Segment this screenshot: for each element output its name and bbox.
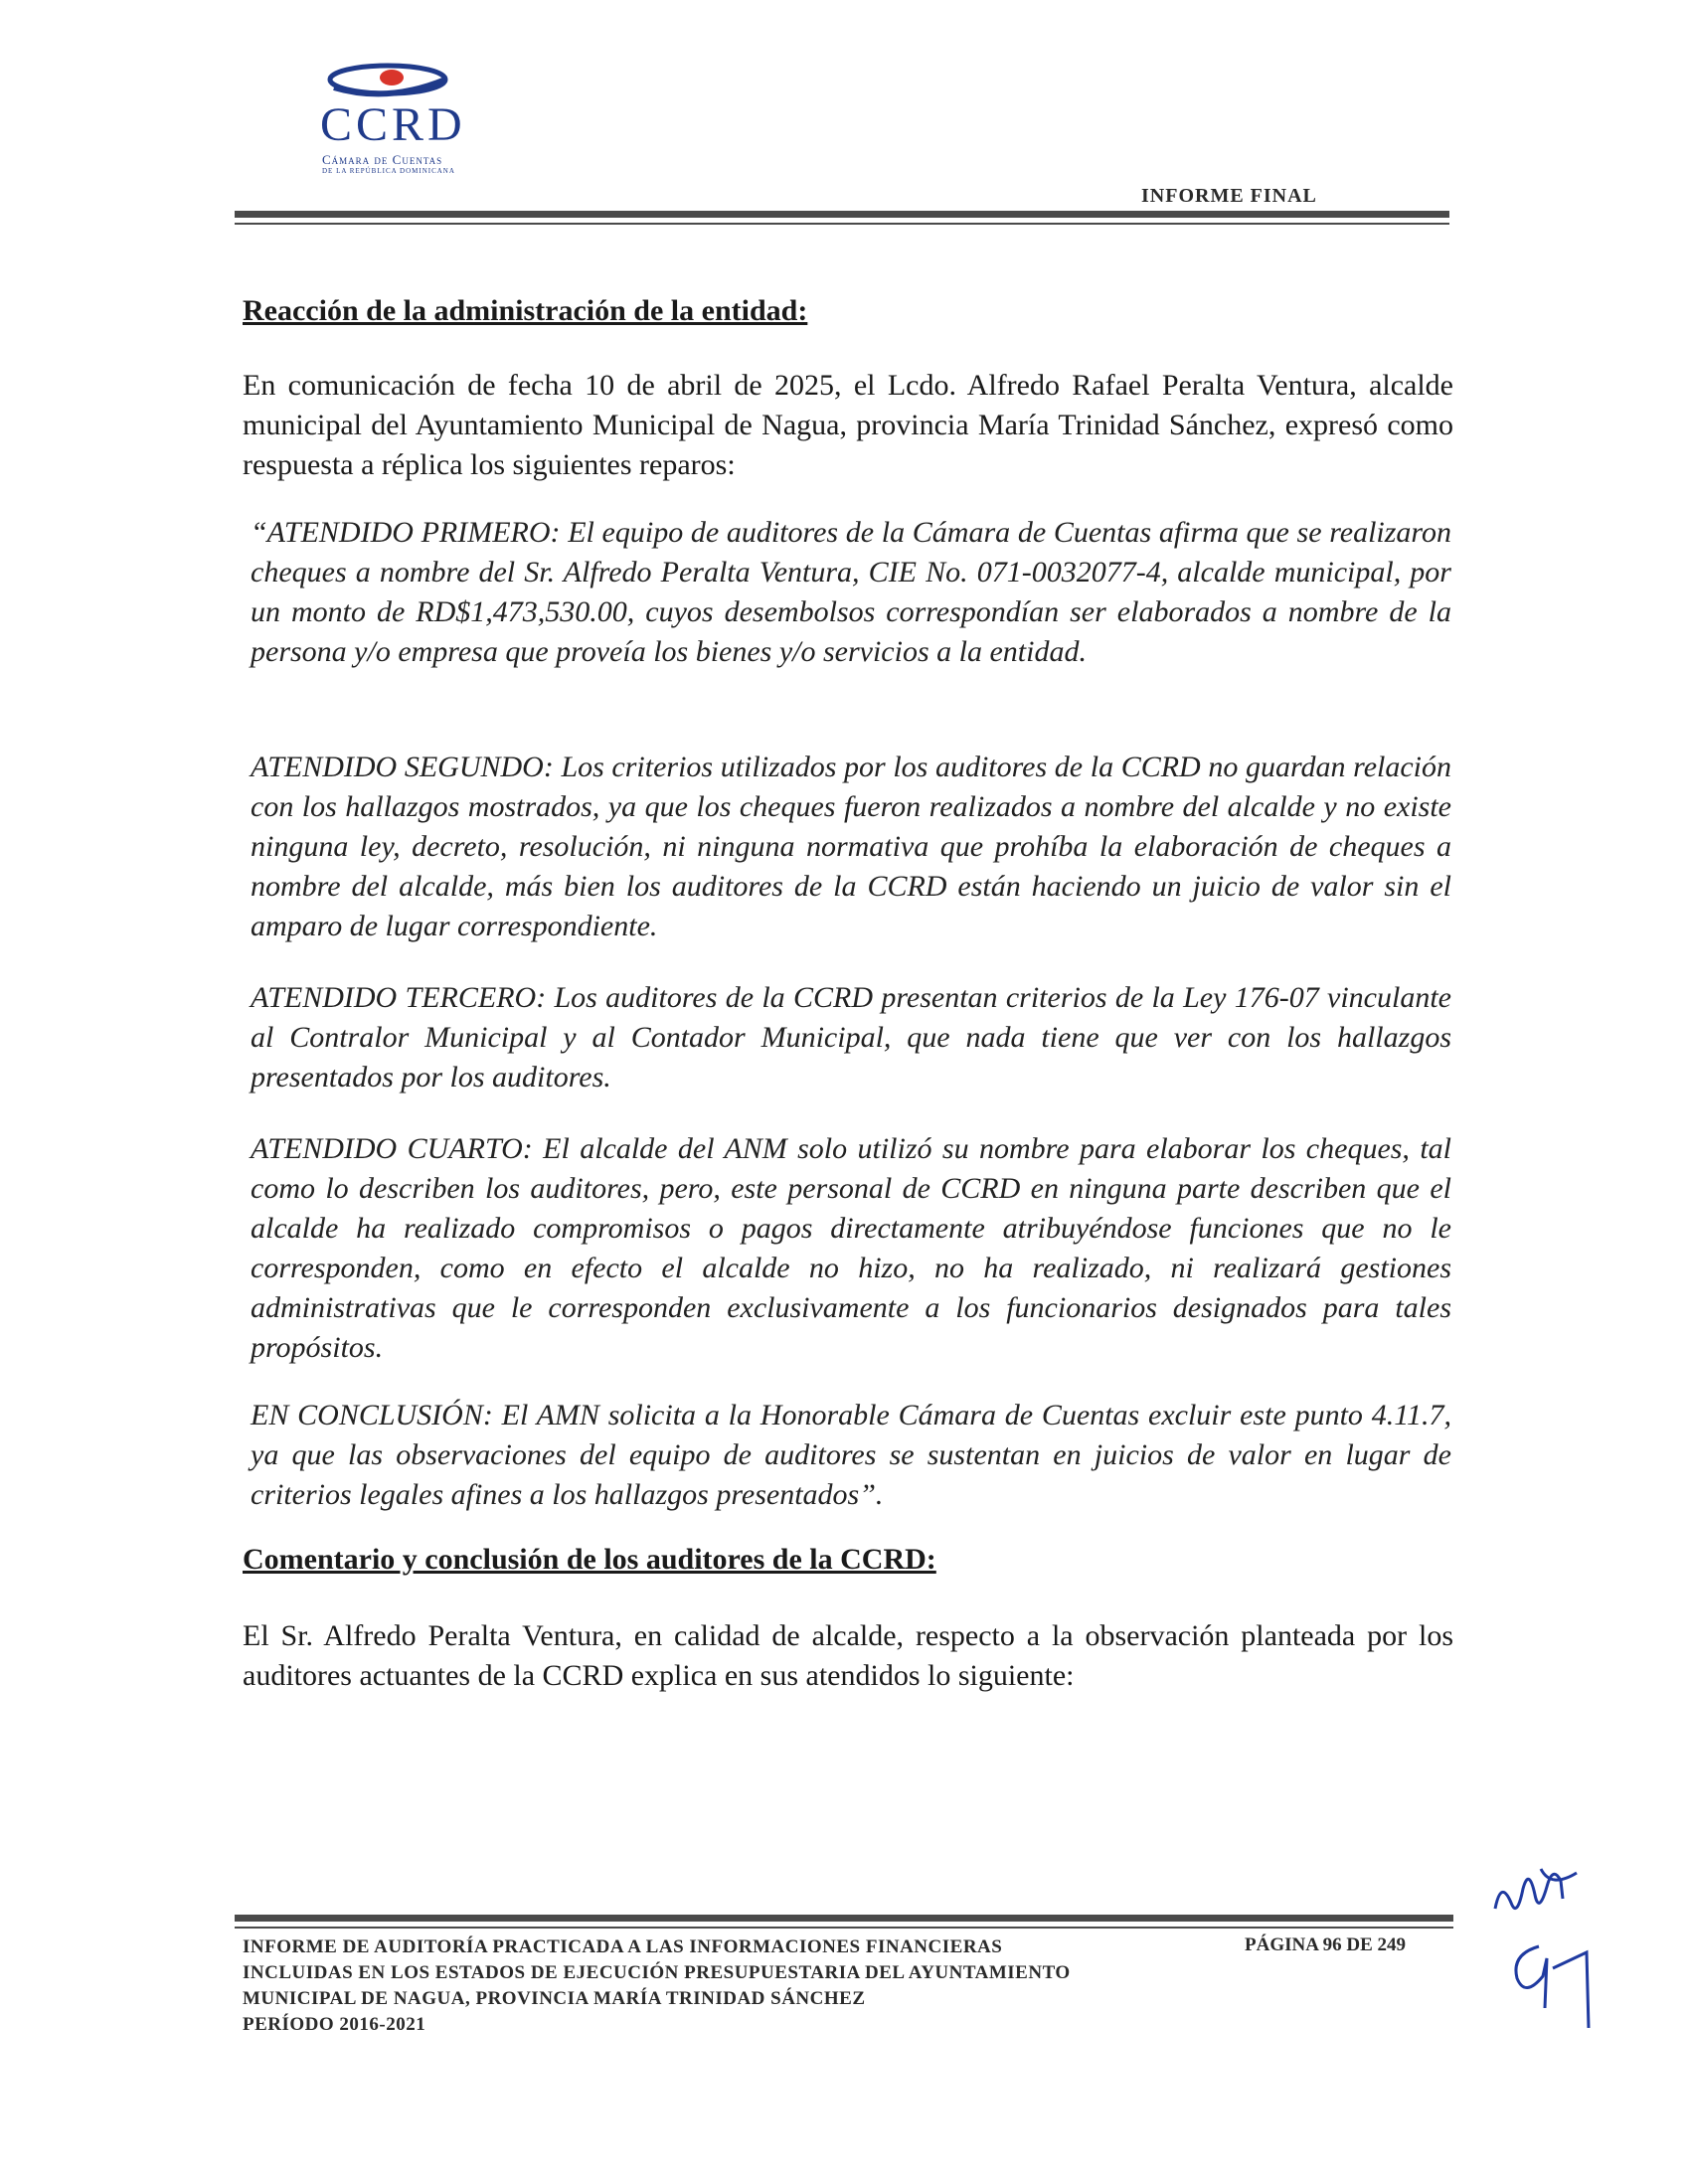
ccrd-logo	[316, 58, 545, 175]
handwritten-initials-signature	[1481, 1859, 1620, 2038]
intro-paragraph: En comunicación de fecha 10 de abril de 2025, el Lcdo. Alfredo Rafael Peralta Ventura, alcalde municipal del Ayuntamiento Municipal de Nagua, provincia María Trinidad Sánchez, expresó como respuesta a réplica los siguientes reparos:	[243, 369, 1453, 481]
footer-rule	[235, 1915, 1453, 1922]
quote-conclusion: EN CONCLUSIÓN: El AMN solicita a la Honorable Cámara de Cuentas excluir este punto 4.11.7, ya que las observaciones del equipo de auditores se sustentan en juicios de valor en lugar de criterios legales afines a los hallazgos presentados”.	[251, 1399, 1451, 1511]
quote-atendido-cuarto: ATENDIDO CUARTO: El alcalde del ANM solo utilizó su nombre para elaborar los cheques, tal como lo describen los auditores, pero, este personal de CCRD en ninguna parte describen que el alcalde ha realizado compromisos o pagos directamente atribuyéndose funciones que no le corresponden, como en efecto el alcalde no hizo, no ha realizado, ni realizará gestiones administrativas que le corresponden exclusivamente a los funcionarios designados para tales propósitos.	[251, 1132, 1451, 1364]
footer-line: MUNICIPAL DE NAGUA, PROVINCIA MARÍA TRINIDAD SÁNCHEZ	[243, 1988, 866, 2009]
footer-line: INFORME DE AUDITORÍA PRACTICADA A LAS INFORMACIONES FINANCIERAS	[243, 1936, 1003, 1957]
report-title: INFORME FINAL	[1141, 185, 1317, 207]
page-number: PÁGINA 96 DE 249	[1245, 1934, 1407, 1955]
footer-line: INCLUIDAS EN LOS ESTADOS DE EJECUCIÓN PRESUPUESTARIA DEL AYUNTAMIENTO	[243, 1962, 1071, 1983]
closing-paragraph: El Sr. Alfredo Peralta Ventura, en calidad de alcalde, respecto a la observación planteada por los auditores actuantes de la CCRD explica en sus atendidos lo siguiente:	[243, 1619, 1453, 1692]
footer-line: PERÍODO 2016-2021	[243, 2014, 426, 2035]
logo-subtitle: Cámara de Cuentas	[322, 152, 443, 167]
logo-wordmark: CCRD	[320, 98, 466, 151]
quote-atendido-primero: “ATENDIDO PRIMERO: El equipo de auditores de la Cámara de Cuentas afirma que se realizaron cheques a nombre del Sr. Alfredo Peralta Ventura, CIE No. 071-0032077-4, alcalde municipal, por un monto de RD$1,473,530.00, cuyos desembolsos correspondían ser elaborados a nombre de la persona y/o empresa que proveía los bienes y/o servicios a la entidad.	[251, 516, 1451, 668]
section-heading-reaction: Reacción de la administración de la entidad:	[243, 294, 808, 327]
header-rule-thin	[235, 223, 1449, 225]
quote-atendido-segundo: ATENDIDO SEGUNDO: Los criterios utilizados por los auditores de la CCRD no guardan relación con los hallazgos mostrados, ya que los cheques fueron realizados a nombre del alcalde y no existe ninguna ley, decreto, resolución, ni ninguna normativa que prohíba la elaboración de cheques a nombre del alcalde, más bien los auditores de la CCRD están haciendo un juicio de valor sin el amparo de lugar correspondiente.	[251, 751, 1451, 942]
header-rule	[235, 211, 1449, 218]
footer-report-description	[243, 1934, 1197, 2038]
section-heading-comment: Comentario y conclusión de los auditores de la CCRD:	[243, 1543, 936, 1576]
footer-rule-thin	[235, 1927, 1453, 1929]
quote-atendido-tercero: ATENDIDO TERCERO: Los auditores de la CCRD presentan criterios de la Ley 176-07 vinculante al Contralor Municipal y al Contador Municipal, que nada tiene que ver con los hallazgos presentados por los auditores.	[251, 981, 1451, 1093]
logo-subtitle-country: DE LA REPÚBLICA DOMINICANA	[322, 167, 455, 175]
